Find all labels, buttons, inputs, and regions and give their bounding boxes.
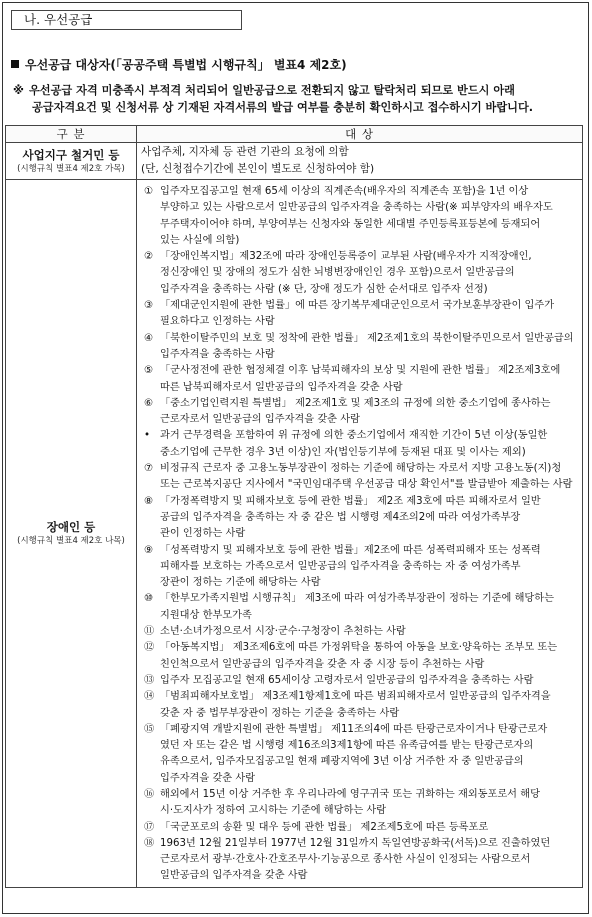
notice-line-1: 우선공급 자격 미충족시 부적격 처리되어 일반공급으로 전환되지 않고 탈락처리 되므로 반드시 아래 bbox=[29, 84, 515, 97]
item-number: ⑬ bbox=[144, 674, 155, 686]
item-text: 「아동복지법」 제3조제6호에 따른 가정위탁을 통하여 아동을 보호·양육하는 조부모 또는 친인척으로서 일반공급의 입주자격을 갖춘 자 중 시장 등이 추천하는 사람 bbox=[160, 642, 558, 670]
item-text: 「범죄피해자보호법」 제3조제1항제1호에 따른 범죄피해자로서 일반공급의 입주자격을 갖춘 자 중 법무부장관이 정하는 기준을 충족하는 사람 bbox=[160, 691, 551, 719]
category-cell bbox=[6, 143, 137, 180]
notice bbox=[13, 82, 583, 116]
list-item bbox=[144, 363, 578, 396]
item-number: ⑩ bbox=[144, 593, 154, 605]
list-item bbox=[144, 836, 578, 885]
list-item bbox=[144, 543, 578, 592]
target-cell bbox=[137, 143, 583, 180]
heading bbox=[11, 56, 347, 73]
category-name: 사업지구 철거민 등 bbox=[22, 147, 120, 162]
table-row bbox=[6, 180, 583, 888]
list-item bbox=[144, 673, 578, 689]
item-number: ⑱ bbox=[144, 837, 155, 849]
item-number: ⑥ bbox=[144, 397, 154, 409]
item-text: 소년·소녀가정으로서 시장·군수·구청장이 추천하는 사람 bbox=[160, 626, 406, 638]
category-cell bbox=[6, 180, 137, 888]
item-number: ⑧ bbox=[144, 495, 154, 507]
list-item bbox=[144, 249, 578, 298]
item-text: 「북한이탈주민의 보호 및 정착에 관한 법률」 제2조제1호의 북한이탈주민으로서 일반공급의 입주자격을 충족하는 사람 bbox=[160, 332, 574, 360]
item-number: ④ bbox=[144, 332, 154, 344]
list-item bbox=[144, 689, 578, 722]
item-number: • bbox=[144, 430, 151, 442]
item-number: ⑦ bbox=[144, 463, 154, 475]
item-number: ② bbox=[144, 251, 154, 263]
item-text: 「중소기업인력지원 특별법」 제2조제1호 및 제3조의 규정에 의한 중소기업에 종사하는 근로자로서 일반공급의 입주자격을 갖춘 사람 bbox=[160, 397, 551, 426]
list-item bbox=[144, 820, 578, 836]
list-item bbox=[144, 461, 578, 494]
notice-mark: ※ bbox=[13, 84, 24, 97]
section-title: 나. 우선공급 bbox=[11, 10, 242, 30]
target-list-cell bbox=[137, 180, 583, 888]
item-text: 비정규직 근로자 중 고용노동부장관이 정하는 기준에 해당하는 자로서 지방 고용노동(지)청 또는 근로복지공단 지사에서 "국민임대주택 우선공급 대상 확인서"를 발급받아 제출하는 사람 bbox=[160, 463, 573, 491]
list-item bbox=[144, 787, 578, 820]
header-target: 대 상 bbox=[137, 126, 583, 143]
item-text: 「군사정전에 관한 협정체결 이후 납북피해자의 보상 및 지원에 관한 법률」 제2조제3호에 따른 납북피해자로서 일반공급의 입주자격을 갖춘 사람 bbox=[160, 365, 561, 393]
list-item bbox=[144, 722, 578, 787]
list-item bbox=[144, 624, 578, 640]
item-number: ⑰ bbox=[144, 821, 155, 833]
item-text: 입주자모집공고일 현재 65세 이상의 직계존속(배우자의 직계존속 포함)을 1년 이상 부양하고 있는 사람으로서 일반공급의 입주자격을 충족하는 사람(※ 피부양자의 배우자도 무주택자이어야 하며, 부양여부는 신청자와 동일한 세대별 주민등록표등본에 등재되어 있는 사실에 의함) bbox=[160, 186, 553, 246]
item-number: ⑯ bbox=[144, 788, 155, 800]
list-item bbox=[144, 428, 578, 461]
list-item bbox=[144, 298, 578, 331]
item-text: 입주자 모집공고일 현재 65세이상 고령자로서 일반공급의 입주자격을 충족하는 사람 bbox=[160, 674, 534, 686]
item-number: ③ bbox=[144, 300, 154, 312]
item-number: ⑨ bbox=[144, 544, 154, 556]
item-text: 「가정폭력방지 및 피해자보호 등에 관한 법률」 제2조 제3호에 따른 피해자로서 일반 공급의 입주자격을 충족하는 자 중 같은 법 시행령 제4조의2에 따라 여성가족부장 관이 인정하는 사람 bbox=[160, 495, 541, 540]
table-header-row bbox=[6, 126, 583, 143]
list-item bbox=[144, 396, 578, 429]
square-bullet-icon bbox=[11, 60, 19, 68]
table-row bbox=[6, 143, 583, 180]
item-number: ⑮ bbox=[144, 723, 155, 735]
category-ref: (시행규칙 별표4 제2호 나목) bbox=[17, 535, 125, 546]
category-name: 장애인 등 bbox=[46, 519, 96, 534]
list-item bbox=[144, 640, 578, 673]
list-item bbox=[144, 591, 578, 624]
category-ref: (시행규칙 별표4 제2호 가목) bbox=[17, 163, 125, 174]
item-text: 「제대군인지원에 관한 법률」에 따른 장기복무제대군인으로서 국가보훈부장관이 입주가 필요하다고 인정하는 사람 bbox=[160, 300, 555, 328]
list-item bbox=[144, 494, 578, 543]
header-category: 구 분 bbox=[6, 126, 137, 143]
item-number: ⑪ bbox=[144, 626, 155, 638]
list-item bbox=[144, 331, 578, 364]
item-text: 1963년 12월 21일부터 1977년 12월 31일까지 독일연방공화국(서독)으로 진출하였던 근로자로서 광부·간호사·간호조무사·기능공으로 종사한 사실이 인정되는 사람으로서 일반공급의 입주자격을 갖춘 사람 bbox=[160, 837, 551, 882]
heading-text: 우선공급 대상자(「공공주택 특별법 시행규칙」 별표4 제2호) bbox=[25, 58, 347, 72]
item-number: ⑭ bbox=[144, 691, 155, 703]
item-number: ⑫ bbox=[144, 642, 155, 654]
item-text: 해외에서 15년 이상 거주한 후 우리나라에 영구귀국 또는 귀화하는 재외동포로서 해당 시·도지사가 정하여 고시하는 기준에 해당하는 사람 bbox=[160, 788, 540, 817]
item-text: 「장애인복지법」제32조에 따라 장애인등록증이 교부된 사람(배우자가 지적장애인, 정신장애인 및 장애의 정도가 심한 뇌병변장애인인 경우 포함)으로서 일반공급의 입주자격을 충족하는 사람 (※ 단, 장애 정도가 심한 순서대로 입주자 선정) bbox=[160, 251, 532, 295]
item-text: 「국군포로의 송환 및 대우 등에 관한 법률」 제2조제5호에 따른 등록포로 bbox=[160, 821, 489, 833]
item-number: ⑤ bbox=[144, 365, 154, 377]
notice-line-2: 공급자격요건 및 신청서류 상 기재된 자격서류의 발급 여부를 충분히 확인하시고 접수하시기 바랍니다. bbox=[32, 101, 533, 114]
item-text: 「한부모가족지원법 시행규칙」 제3조에 따라 여성가족부장관이 정하는 기준에 해당하는 지원대상 한부모가족 bbox=[160, 593, 554, 621]
item-text: 과거 근무경력을 포함하여 위 규정에 의한 중소기업에서 재직한 기간이 5년 이상(동일한 중소기업에 근무한 경우 3년 이상)인 자(법인등기부에 등재된 대표 및 이사는 제외) bbox=[160, 430, 548, 458]
target-line: 사업주체, 지자체 등 관련 기관의 요청에 의함 bbox=[141, 146, 349, 159]
target-line: (단, 신청접수기간에 본인이 별도로 신청하여야 함) bbox=[141, 163, 375, 175]
list-item bbox=[144, 184, 578, 249]
item-text: 「성폭력방지 및 피해자보호 등에 관한 법률」제2조에 따른 성폭력피해자 또는 성폭력 피해자를 보호하는 가족으로서 일반공급의 입주자격을 충족하는 자 중 여성가족부 장관이 정하는 기준에 해당하는 사람 bbox=[160, 544, 541, 589]
item-number: ① bbox=[144, 186, 154, 197]
eligibility-table bbox=[5, 125, 583, 888]
item-text: 「폐광지역 개발지원에 관한 특별법」 제11조의4에 따른 탄광근로자이거나 탄광근로자 였던 자 또는 같은 법 시행령 제16조의3제1항에 따른 유족급여를 받는 탄광근로자의 유족으로서, 입주자모집공고일 현재 폐광지역에 3년 이상 거주한 자 중 일반공급의 입주자격을 갖춘 사람 bbox=[160, 723, 548, 784]
target-list bbox=[144, 184, 578, 885]
